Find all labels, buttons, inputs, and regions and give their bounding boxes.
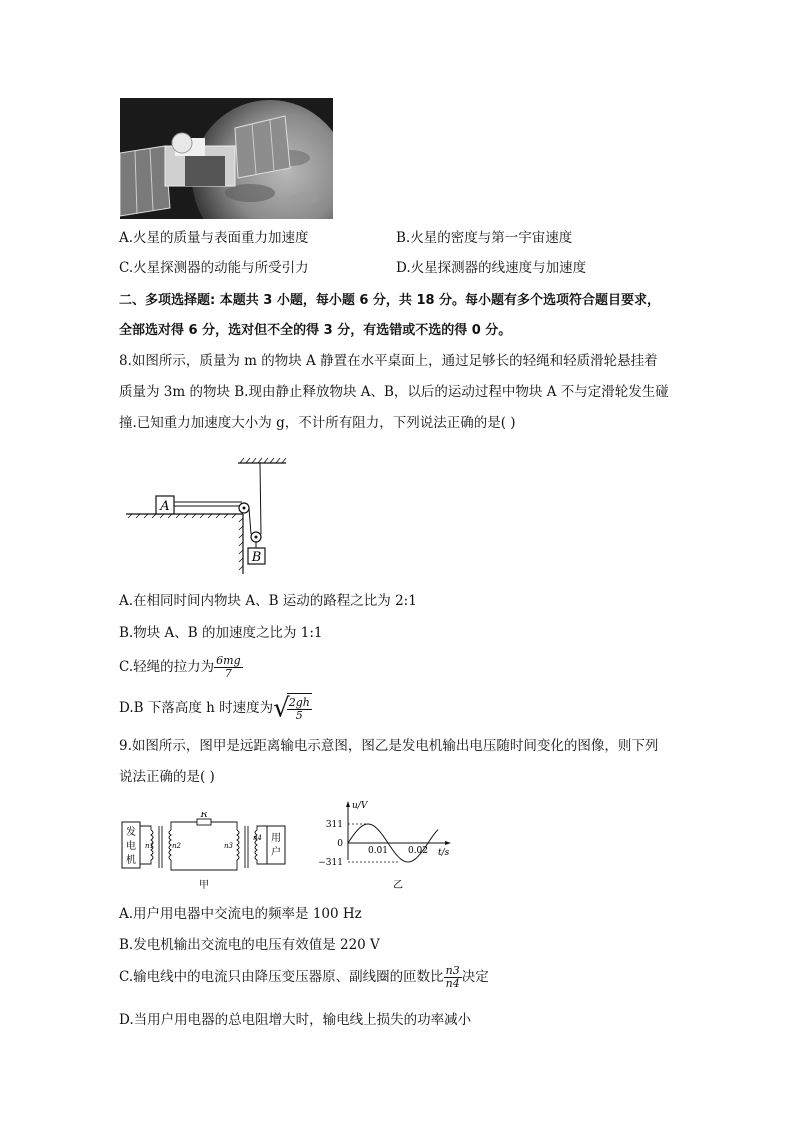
q8-option-d-numerator: 2gh	[288, 696, 310, 709]
gen-label-2: 电	[126, 841, 136, 852]
q8-option-c-numerator: 6mg	[216, 654, 241, 667]
axis-t-label: t/s	[438, 848, 450, 858]
q8-stem-line2: 质量为 3m 的物块 B.现由静止释放物块 A、B，以后的运动过程中物块 A 不与定滑轮发生碰	[119, 384, 669, 400]
q8-option-c-fraction	[214, 655, 242, 680]
q7-option-c[interactable]: C.火星探测器的动能与所受引力	[119, 260, 309, 276]
tick-001: 0.01	[367, 846, 389, 856]
q8-block-a-label: A	[160, 499, 170, 514]
q8-option-b[interactable]: B.物块 A、B 的加速度之比为 1:1	[119, 625, 323, 641]
n4-label: n4	[253, 834, 262, 842]
q9-transmission-diagram	[119, 812, 295, 892]
q9-voltage-graph	[312, 798, 462, 892]
fig-jia-caption: 甲	[199, 880, 209, 891]
q9-option-c-denominator: n4	[445, 977, 460, 990]
q8-option-d[interactable]	[119, 693, 312, 724]
q9-option-c-text: C.输电线中的电流只由降压变压器原、副线圈的匝数比	[119, 969, 444, 985]
section2-instructions-line2: 全部选对得 6 分，选对但不全的得 3 分，有选错或不选的得 0 分。	[119, 323, 512, 338]
tick-0: 0	[337, 839, 343, 849]
q8-stem-line1: 8.如图所示，质量为 m 的物块 A 静置在水平桌面上，通过足够长的轻绳和轻质滑轮悬挂着	[119, 353, 658, 369]
q8-option-c[interactable]	[119, 652, 243, 682]
q8-option-d-denominator: 5	[295, 709, 303, 722]
axis-u-label: u/V	[352, 801, 368, 811]
q8-option-d-sqrt	[273, 693, 312, 724]
q7-option-d[interactable]: D.火星探测器的线速度与加速度	[396, 260, 587, 276]
q8-option-c-denominator: 7	[224, 667, 232, 680]
q8-stem-line3: 撞.已知重力加速度大小为 g，不计所有阻力，下列说法正确的是( )	[119, 415, 516, 431]
q8-option-c-text: C.轻绳的拉力为	[119, 659, 215, 675]
q9-option-b[interactable]: B.发电机输出交流电的电压有效值是 220 V	[119, 937, 380, 953]
mars-probe-photo	[120, 98, 333, 219]
q9-option-d[interactable]: D.当用户用电器的总电阻增大时，输电线上损失的功率减小	[119, 1012, 472, 1028]
q7-option-b[interactable]: B.火星的密度与第一宇宙速度	[396, 230, 573, 246]
fig-yi-caption: 乙	[393, 880, 403, 891]
resistor-r-label: R	[200, 812, 208, 820]
q8-option-d-text: D.B 下落高度 h 时速度为	[119, 700, 274, 716]
q9-option-c-numerator: n3	[445, 964, 460, 977]
section2-instructions-line1: 二、多项选择题: 本题共 3 小题，每小题 6 分，共 18 分。每小题有多个选项符合题目要求，	[119, 293, 661, 308]
q8-block-b-label: B	[251, 550, 262, 565]
q8-option-a[interactable]: A.在相同时间内物块 A、B 运动的路程之比为 2:1	[119, 593, 417, 609]
q9-option-c-suffix: 决定	[461, 969, 489, 985]
n2-label: n2	[172, 842, 181, 850]
q9-option-a[interactable]: A.用户用电器中交流电的频率是 100 Hz	[119, 906, 362, 922]
q8-pulley-diagram	[124, 456, 294, 576]
sqrt-icon: √	[273, 693, 290, 724]
q9-stem-line2: 说法正确的是( )	[119, 769, 215, 785]
q7-option-a[interactable]: A.火星的质量与表面重力加速度	[119, 230, 309, 246]
n3-label: n3	[224, 842, 233, 850]
gen-label-3: 机	[126, 855, 136, 866]
q9-stem-line1: 9.如图所示，图甲是远距离输电示意图，图乙是发电机输出电压随时间变化的图像，则下列	[119, 738, 659, 754]
q9-option-c-fraction	[444, 965, 462, 990]
n1-label: n1	[145, 842, 154, 850]
user-label-2: 户	[271, 847, 281, 858]
tick-002: 0.02	[407, 846, 429, 856]
tick-neg311: −311	[318, 858, 343, 868]
tick-311: 311	[325, 820, 343, 830]
gen-label-1: 发	[126, 827, 136, 838]
q9-option-c[interactable]	[119, 962, 489, 992]
user-label-1: 用	[271, 833, 281, 844]
